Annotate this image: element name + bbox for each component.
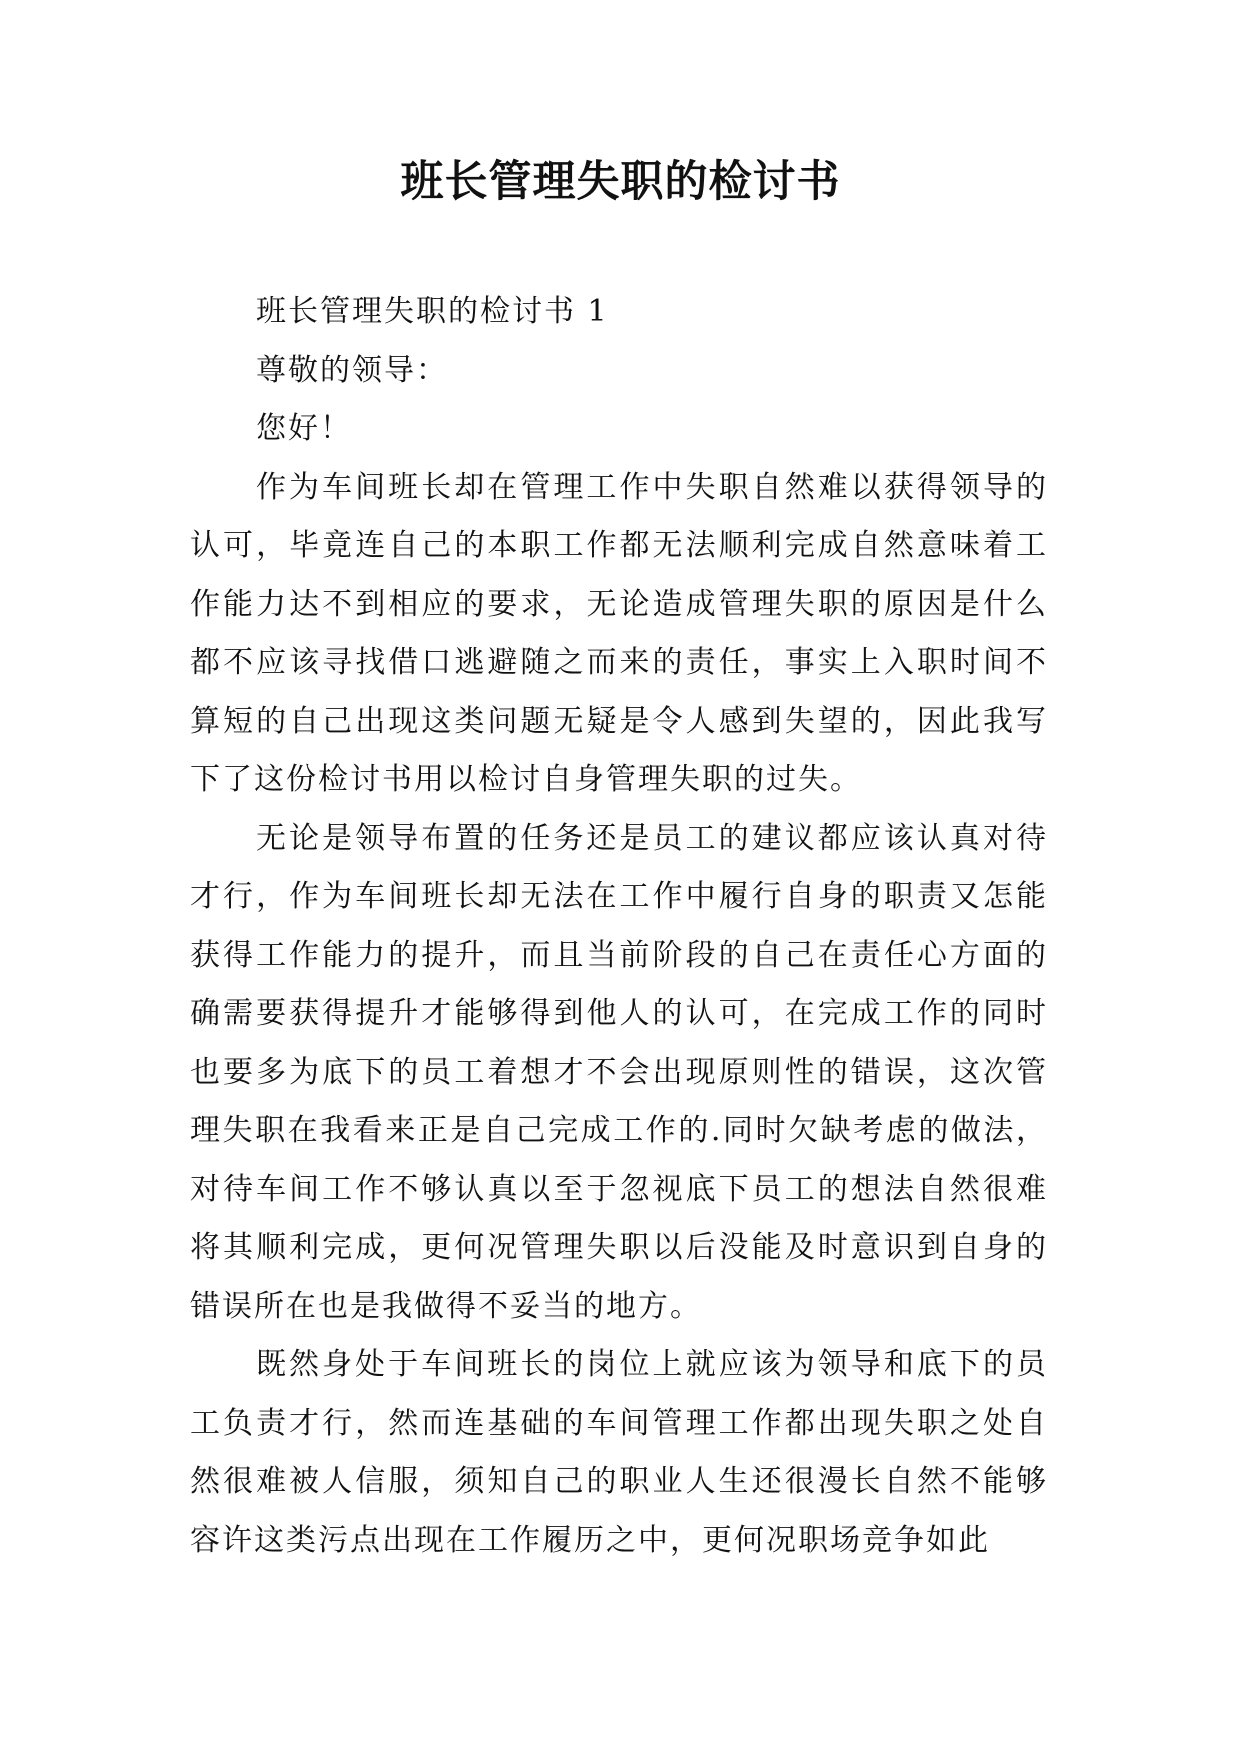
salutation-line: 尊敬的领导： <box>256 352 448 388</box>
greeting-line: 您好！ <box>256 411 352 446</box>
document-title: 班长管理失职的检讨书 <box>400 157 841 207</box>
body-paragraph: 既然身处于车间班长的岗位上就应该为领导和底下的员工负责才行，然而连基础的车间管理工作都出现失职之处自然很难被人信服，须知自己的职业人生还很漫长自然不能够容许这类污点出现在工作履历之中，更何况职场竞争如此 <box>190 1347 1048 1558</box>
body-paragraph: 无论是领导布置的任务还是员工的建议都应该认真对待才行，作为车间班长却无法在工作中履行自身的职责又怎能获得工作能力的提升，而且当前阶段的自己在责任心方面的确需要获得提升才能够得到他人的认可，在完成工作的同时也要多为底下的员工着想才不会出现原则性的错误，这次管理失职在我看来正是自己完成工作的.同时欠缺考虑的做法，对待车间工作不够认真以至于忽视底下员工的想法自然很难将其顺利完成，更何况管理失职以后没能及时意识到自身的错误所在也是我做得不妥当的地方。 <box>190 820 1048 1324</box>
subtitle-line: 班长管理失职的检讨书 1 <box>256 294 609 329</box>
document-body <box>190 283 1048 1570</box>
body-paragraph: 作为车间班长却在管理工作中失职自然难以获得领导的认可，毕竟连自己的本职工作都无法顺利完成自然意味着工作能力达不到相应的要求，无论造成管理失职的原因是什么都不应该寻找借口逃避随之而来的责任，事实上入职时间不算短的自己出现这类问题无疑是令人感到失望的，因此我写下了这份检讨书用以检讨自身管理失职的过失。 <box>190 469 1048 797</box>
